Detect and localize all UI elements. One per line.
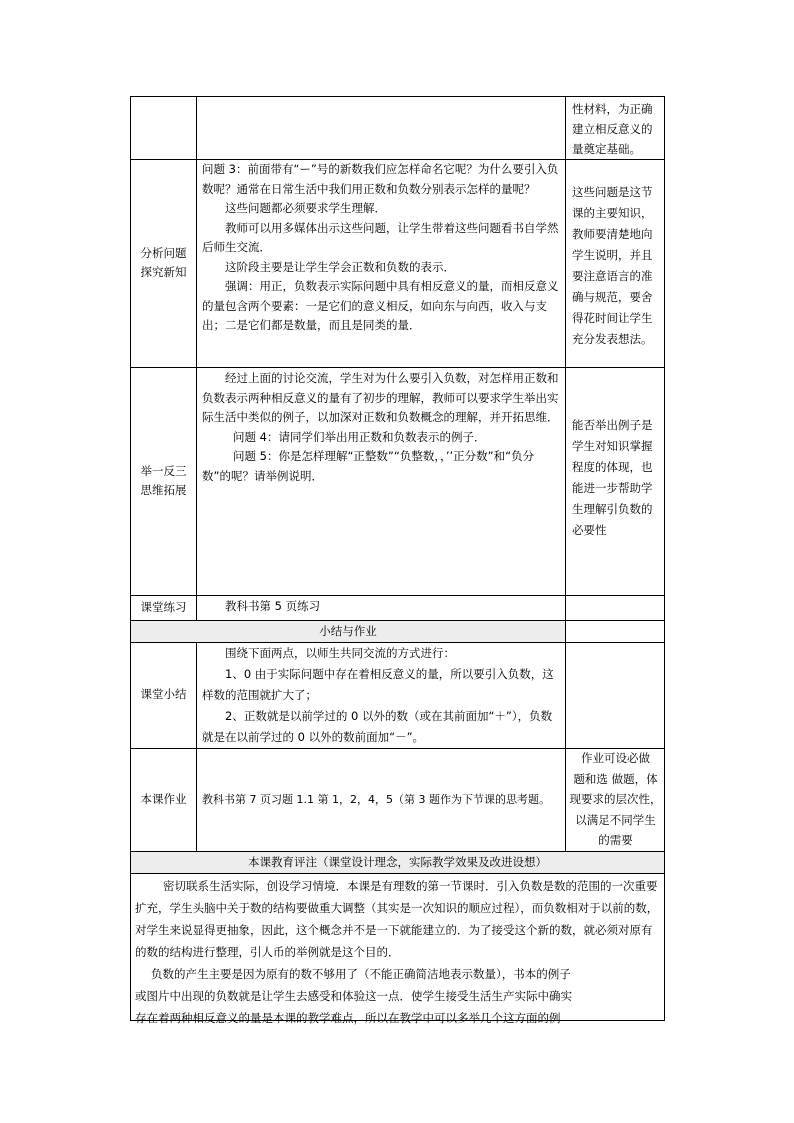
content-paragraph: 这阶段主要是让学生学会正数和负数的表示． xyxy=(225,259,455,274)
row1-note xyxy=(572,182,662,350)
note-line: 以满足不同学生 xyxy=(575,812,656,827)
row1-label xyxy=(131,159,196,367)
note-line: 作业可设必做 xyxy=(581,751,650,765)
row2-note xyxy=(572,415,662,541)
note-line: 量奠定基础。 xyxy=(572,142,641,156)
row1-content xyxy=(202,160,562,336)
homework-note xyxy=(567,748,664,851)
row2-label xyxy=(131,367,196,595)
row-label: 课堂练习 xyxy=(140,599,187,614)
row0-note xyxy=(572,99,664,159)
content-paragraph: 经过上面的讨论交流，学生对为什么要引入负数，对怎样用正数和负数表示两种相反意义的量有了初步的理解，教师可以要求学生举出实际生活中类似的例子，以加深对正数和负数概念的理解，并开拓思维． xyxy=(202,371,559,424)
review-paragraph: 密切联系生活实际，创设学习情境．本课是有理数的第一节课时．引入负数是数的范围的一次重要扩充，学生头脑中关于数的结构要做重大调整（其实是一次知识的顺应过程），而负数相对于以前的数，对学生来说显得更抽象，因此，这个概念并不是一下就能建立的．为了接受这个新的数，就必须对原有的数的结构进行整理，引人币的举例就是这个目的． xyxy=(135,879,659,959)
section-header-text: 小结与作业 xyxy=(319,624,377,638)
column-divider xyxy=(565,97,566,851)
content-paragraph: 教师可以用多媒体出示这些问题，让学生带着这些问题看书自学然后师生交流． xyxy=(202,220,559,254)
summary-label xyxy=(131,642,196,748)
note-text: 能否举出例子是学生对知识掌握程度的体现，也能进一步帮助学生理解引负数的必要性 xyxy=(572,418,653,537)
row-label: 本课作业 xyxy=(140,791,187,806)
row-label: 课堂小结 xyxy=(140,687,187,702)
row-label: 分析问题探究新知 xyxy=(140,245,187,279)
content-paragraph: 问题 5：你是怎样理解“正整数”“负整数，，’’正分数”和“负分数”的呢？请举例说明． xyxy=(202,449,535,483)
content-paragraph: 围绕下面两点，以师生共同交流的方式进行： xyxy=(225,646,455,660)
row-divider xyxy=(131,873,664,874)
content-paragraph: 问题 4：请同学们举出用正数和负数表示的例子． xyxy=(233,429,486,444)
homework-label xyxy=(131,748,196,851)
column-divider xyxy=(196,97,197,620)
summary-content xyxy=(202,643,562,748)
section-header xyxy=(131,621,565,642)
row3-content xyxy=(202,597,562,617)
content-paragraph: 教科书第 5 页练习 xyxy=(225,599,321,613)
note-line: 现要求的层次性， xyxy=(569,792,662,806)
row3-label xyxy=(131,595,196,620)
review-content xyxy=(135,875,661,1029)
review-paragraph: 存在着两种相反意义的量是本课的教学难点，所以在教学中可以多举几个这方面的例 xyxy=(135,1011,561,1025)
content-paragraph: 这些问题都必须要求学生理解． xyxy=(225,201,386,215)
row2-content xyxy=(202,369,562,486)
row-divider xyxy=(131,595,664,596)
review-paragraph: 负数的产生主要是因为原有的数不够用了（不能正确简洁地表示数量），书本的例子 xyxy=(151,967,571,981)
content-paragraph: 教科书第 7 页习题 1.1 第 1，2，4，5（第 3 题作为下节课的思考题。 xyxy=(202,793,550,806)
note-line: 建立相反意义的 xyxy=(572,122,653,136)
content-paragraph: 问题 3：前面带有“ー”号的新数我们应怎样命名它呢？为什么要引入负数呢？通常在日常生活中我们用正数和负数分别表示怎样的量呢？ xyxy=(202,162,559,196)
note-line: 性材料，为正确 xyxy=(572,102,653,116)
row-label: 举一反三思维拓展 xyxy=(140,463,187,497)
content-paragraph: 2、正数就是以前学过的 0 以外的数（或在其前面加“＋”），负数就是在以前学过的 0 以外的数前面加“－”。 xyxy=(202,709,553,744)
note-text: 这些问题是这节课的主要知识，教师要清楚地向学生说明，并且要注意语言的准确与规范，要舍得花时间让学生充分发表想法。 xyxy=(572,185,653,346)
column-divider xyxy=(196,642,197,851)
lesson-plan-table xyxy=(130,96,665,1025)
note-line: 题和选 做题，体 xyxy=(573,771,658,786)
review-header-text: 本课教育评注（课堂设计理念，实际教学效果及改进设想） xyxy=(248,855,547,869)
homework-content xyxy=(202,790,564,810)
note-line: 的需要 xyxy=(598,833,633,847)
review-paragraph: 或图片中出现的负数就是让学生去感受和体验这一点．使学生接受生活生产实际中确实 xyxy=(135,989,572,1003)
review-header xyxy=(131,852,664,873)
content-paragraph: 1、0 由于实际问题中存在着相反意义的量，所以要引入负数，这样数的范围就扩大了； xyxy=(202,667,554,702)
content-paragraph: 强调：用正，负数表示实际问题中具有相反意义的量，而相反意义的量包含两个要素：一是它们的意义相反，如向东与向西，收入与支出；二是它们都是数量，而且是同类的量． xyxy=(202,279,559,332)
row-divider xyxy=(131,367,664,368)
